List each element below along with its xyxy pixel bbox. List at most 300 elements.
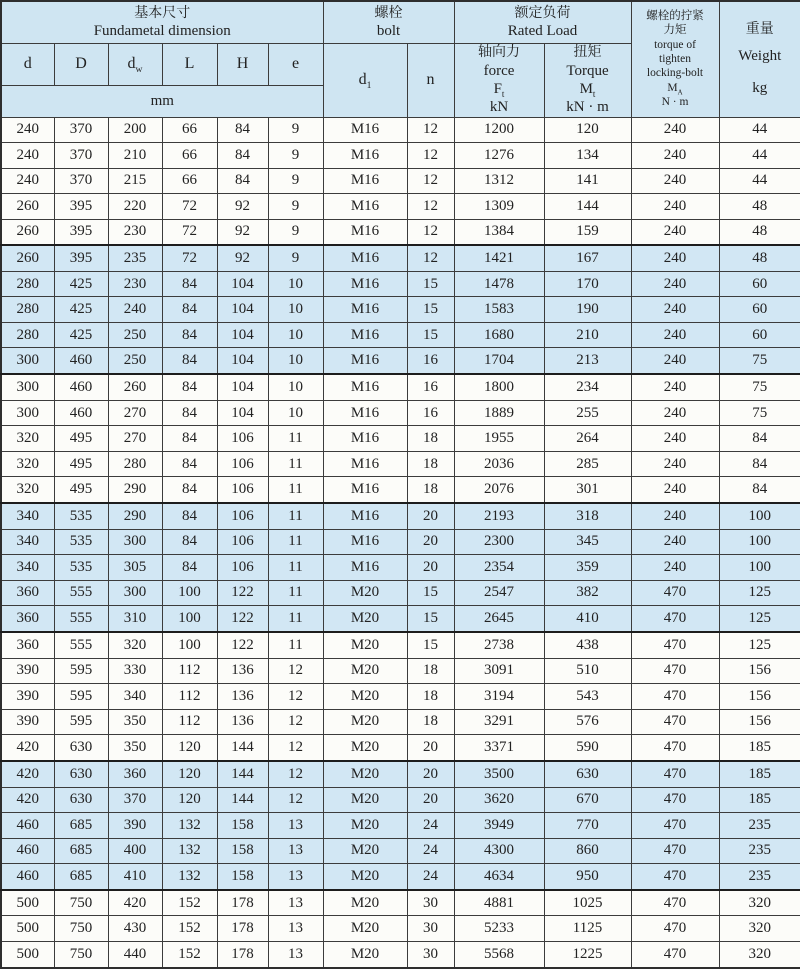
locking-torque-label-zh2: 力矩	[663, 24, 687, 37]
cell-torque: 301	[544, 477, 631, 503]
cell-e: 9	[268, 143, 323, 169]
fundamental-dimension-label-zh: 基本尺寸	[134, 5, 191, 21]
cell-e: 13	[268, 941, 323, 968]
cell-H: 136	[217, 709, 268, 735]
axial-force-label-en: force	[483, 62, 515, 79]
cell-D: 425	[54, 271, 108, 297]
cell-weight: 235	[719, 838, 800, 864]
cell-L: 100	[162, 606, 217, 632]
cell-d: 500	[1, 916, 54, 942]
cell-L: 66	[162, 168, 217, 194]
cell-n: 18	[407, 709, 454, 735]
cell-weight: 156	[719, 658, 800, 684]
cell-D: 395	[54, 219, 108, 245]
cell-force: 5233	[454, 916, 544, 942]
cell-H: 92	[217, 219, 268, 245]
table-row	[1, 580, 800, 606]
cell-H: 122	[217, 580, 268, 606]
cell-weight: 235	[719, 864, 800, 890]
axial-force-unit: kN	[489, 98, 509, 115]
cell-ma: 240	[631, 194, 719, 220]
cell-force: 1955	[454, 426, 544, 452]
cell-dw: 270	[108, 400, 162, 426]
cell-weight: 75	[719, 400, 800, 426]
cell-force: 3291	[454, 709, 544, 735]
table-row	[1, 426, 800, 452]
cell-d1: M20	[323, 606, 407, 632]
table-row	[1, 787, 800, 813]
cell-d1: M16	[323, 555, 407, 581]
table-row	[1, 168, 800, 194]
cell-weight: 84	[719, 426, 800, 452]
cell-force: 4881	[454, 890, 544, 916]
cell-D: 685	[54, 813, 108, 839]
cell-D: 535	[54, 555, 108, 581]
cell-n: 16	[407, 348, 454, 374]
cell-n: 20	[407, 761, 454, 787]
cell-H: 136	[217, 684, 268, 710]
cell-d1: M20	[323, 735, 407, 761]
col-header-D: D	[54, 43, 108, 85]
cell-ma: 240	[631, 555, 719, 581]
cell-ma: 240	[631, 297, 719, 323]
cell-D: 425	[54, 297, 108, 323]
cell-dw: 200	[108, 117, 162, 143]
cell-n: 12	[407, 245, 454, 271]
cell-ma: 470	[631, 632, 719, 658]
locking-torque-symbol: $M_A$	[667, 81, 683, 97]
table-row	[1, 117, 800, 143]
col-header-n: n	[407, 43, 454, 117]
cell-weight: 48	[719, 245, 800, 271]
table-row	[1, 709, 800, 735]
cell-e: 11	[268, 632, 323, 658]
cell-d1: M20	[323, 941, 407, 968]
cell-force: 2036	[454, 451, 544, 477]
cell-ma: 470	[631, 606, 719, 632]
cell-e: 11	[268, 529, 323, 555]
cell-n: 12	[407, 143, 454, 169]
cell-n: 15	[407, 606, 454, 632]
cell-n: 20	[407, 735, 454, 761]
cell-dw: 235	[108, 245, 162, 271]
cell-dw: 290	[108, 477, 162, 503]
bolt-label-zh: 螺栓	[374, 5, 403, 21]
cell-H: 104	[217, 322, 268, 348]
cell-ma: 240	[631, 400, 719, 426]
locking-torque-label-en2: tighten	[659, 53, 691, 66]
cell-D: 595	[54, 684, 108, 710]
cell-weight: 75	[719, 348, 800, 374]
cell-d1: M16	[323, 245, 407, 271]
cell-H: 104	[217, 374, 268, 400]
cell-n: 15	[407, 580, 454, 606]
table-row	[1, 348, 800, 374]
cell-H: 122	[217, 606, 268, 632]
cell-H: 106	[217, 477, 268, 503]
table-row	[1, 684, 800, 710]
cell-e: 13	[268, 890, 323, 916]
cell-force: 2645	[454, 606, 544, 632]
cell-ma: 470	[631, 941, 719, 968]
cell-torque: 543	[544, 684, 631, 710]
cell-weight: 156	[719, 684, 800, 710]
cell-dw: 410	[108, 864, 162, 890]
table-row	[1, 245, 800, 271]
cell-d1: M16	[323, 503, 407, 529]
cell-torque: 860	[544, 838, 631, 864]
cell-torque: 255	[544, 400, 631, 426]
cell-dw: 430	[108, 916, 162, 942]
cell-e: 12	[268, 684, 323, 710]
cell-torque: 190	[544, 297, 631, 323]
cell-d: 390	[1, 684, 54, 710]
cell-d: 240	[1, 168, 54, 194]
cell-force: 3371	[454, 735, 544, 761]
header-weight	[719, 1, 800, 117]
cell-D: 555	[54, 632, 108, 658]
cell-ma: 470	[631, 864, 719, 890]
cell-L: 112	[162, 684, 217, 710]
axial-force-symbol: $F_t$	[493, 80, 505, 99]
cell-force: 3620	[454, 787, 544, 813]
cell-d: 360	[1, 632, 54, 658]
cell-dw: 230	[108, 271, 162, 297]
cell-ma: 470	[631, 580, 719, 606]
cell-d1: M20	[323, 916, 407, 942]
cell-ma: 240	[631, 503, 719, 529]
table-row	[1, 658, 800, 684]
cell-H: 106	[217, 503, 268, 529]
cell-H: 122	[217, 632, 268, 658]
locking-torque-label-en3: locking-bolt	[646, 67, 704, 80]
cell-n: 18	[407, 451, 454, 477]
cell-D: 750	[54, 890, 108, 916]
cell-L: 152	[162, 890, 217, 916]
cell-weight: 156	[719, 709, 800, 735]
cell-weight: 235	[719, 813, 800, 839]
col-header-axial-force	[454, 43, 544, 117]
table-body	[1, 117, 800, 968]
cell-e: 9	[268, 168, 323, 194]
cell-D: 370	[54, 168, 108, 194]
cell-D: 630	[54, 787, 108, 813]
cell-d1: M16	[323, 400, 407, 426]
cell-H: 84	[217, 143, 268, 169]
cell-d: 300	[1, 400, 54, 426]
col-header-torque	[544, 43, 631, 117]
cell-torque: 345	[544, 529, 631, 555]
cell-dw: 220	[108, 194, 162, 220]
cell-L: 152	[162, 941, 217, 968]
cell-n: 12	[407, 168, 454, 194]
cell-d: 340	[1, 555, 54, 581]
cell-d: 360	[1, 580, 54, 606]
cell-ma: 240	[631, 219, 719, 245]
cell-torque: 144	[544, 194, 631, 220]
cell-d1: M16	[323, 117, 407, 143]
cell-d: 460	[1, 864, 54, 890]
col-header-L: L	[162, 43, 217, 85]
unit-mm-header: mm	[1, 85, 323, 117]
table-row	[1, 374, 800, 400]
cell-ma: 240	[631, 374, 719, 400]
cell-force: 1421	[454, 245, 544, 271]
locking-torque-unit: N · m	[661, 96, 689, 109]
cell-n: 15	[407, 297, 454, 323]
cell-H: 92	[217, 194, 268, 220]
table-row	[1, 400, 800, 426]
cell-H: 106	[217, 555, 268, 581]
cell-dw: 290	[108, 503, 162, 529]
cell-d1: M20	[323, 890, 407, 916]
cell-torque: 590	[544, 735, 631, 761]
axial-force-label-zh: 轴向力	[478, 45, 521, 61]
cell-D: 425	[54, 322, 108, 348]
cell-L: 84	[162, 426, 217, 452]
cell-e: 10	[268, 322, 323, 348]
cell-d1: M20	[323, 658, 407, 684]
cell-dw: 260	[108, 374, 162, 400]
cell-weight: 320	[719, 916, 800, 942]
cell-weight: 320	[719, 941, 800, 968]
cell-force: 1312	[454, 168, 544, 194]
cell-d1: M20	[323, 761, 407, 787]
cell-D: 595	[54, 709, 108, 735]
cell-e: 13	[268, 916, 323, 942]
cell-L: 72	[162, 219, 217, 245]
cell-dw: 320	[108, 632, 162, 658]
cell-H: 144	[217, 735, 268, 761]
cell-e: 12	[268, 709, 323, 735]
cell-d: 340	[1, 503, 54, 529]
col-header-e: e	[268, 43, 323, 85]
cell-L: 100	[162, 580, 217, 606]
cell-dw: 240	[108, 297, 162, 323]
cell-weight: 60	[719, 271, 800, 297]
cell-force: 1680	[454, 322, 544, 348]
cell-ma: 240	[631, 271, 719, 297]
cell-H: 158	[217, 838, 268, 864]
header-bolt	[323, 1, 454, 43]
cell-e: 12	[268, 658, 323, 684]
locking-torque-label-en1: torque of	[654, 38, 696, 51]
table-row	[1, 761, 800, 787]
cell-force: 2547	[454, 580, 544, 606]
table-row	[1, 271, 800, 297]
table-row	[1, 503, 800, 529]
cell-d: 320	[1, 451, 54, 477]
cell-ma: 470	[631, 890, 719, 916]
cell-force: 1704	[454, 348, 544, 374]
cell-torque: 438	[544, 632, 631, 658]
cell-weight: 60	[719, 322, 800, 348]
cell-weight: 100	[719, 503, 800, 529]
cell-force: 2300	[454, 529, 544, 555]
cell-d1: M16	[323, 374, 407, 400]
cell-L: 132	[162, 838, 217, 864]
cell-H: 84	[217, 117, 268, 143]
cell-d: 260	[1, 194, 54, 220]
cell-d1: M20	[323, 838, 407, 864]
cell-d1: M20	[323, 580, 407, 606]
cell-dw: 270	[108, 426, 162, 452]
cell-e: 11	[268, 451, 323, 477]
cell-D: 750	[54, 916, 108, 942]
cell-e: 11	[268, 477, 323, 503]
cell-torque: 670	[544, 787, 631, 813]
cell-d: 280	[1, 297, 54, 323]
table-row	[1, 941, 800, 968]
cell-D: 535	[54, 529, 108, 555]
cell-torque: 950	[544, 864, 631, 890]
cell-weight: 75	[719, 374, 800, 400]
cell-d1: M20	[323, 684, 407, 710]
cell-weight: 125	[719, 580, 800, 606]
cell-d1: M16	[323, 426, 407, 452]
cell-d1: M16	[323, 271, 407, 297]
cell-n: 30	[407, 890, 454, 916]
cell-torque: 359	[544, 555, 631, 581]
cell-e: 9	[268, 219, 323, 245]
cell-D: 460	[54, 348, 108, 374]
cell-torque: 770	[544, 813, 631, 839]
cell-H: 104	[217, 271, 268, 297]
cell-H: 158	[217, 813, 268, 839]
cell-force: 1200	[454, 117, 544, 143]
cell-dw: 390	[108, 813, 162, 839]
cell-force: 1889	[454, 400, 544, 426]
cell-ma: 240	[631, 117, 719, 143]
cell-ma: 240	[631, 426, 719, 452]
cell-D: 535	[54, 503, 108, 529]
cell-L: 66	[162, 117, 217, 143]
cell-D: 685	[54, 864, 108, 890]
cell-n: 15	[407, 322, 454, 348]
cell-force: 2193	[454, 503, 544, 529]
cell-ma: 240	[631, 529, 719, 555]
cell-n: 12	[407, 117, 454, 143]
cell-D: 685	[54, 838, 108, 864]
cell-D: 395	[54, 194, 108, 220]
cell-e: 10	[268, 374, 323, 400]
cell-weight: 44	[719, 168, 800, 194]
cell-e: 11	[268, 555, 323, 581]
cell-torque: 318	[544, 503, 631, 529]
cell-n: 18	[407, 426, 454, 452]
cell-L: 112	[162, 709, 217, 735]
cell-dw: 250	[108, 322, 162, 348]
table-row	[1, 632, 800, 658]
rated-load-label-zh: 额定负荷	[514, 5, 571, 21]
cell-d: 420	[1, 787, 54, 813]
cell-dw: 280	[108, 451, 162, 477]
cell-d1: M16	[323, 348, 407, 374]
torque-symbol: $M_t$	[579, 80, 596, 99]
cell-d: 320	[1, 477, 54, 503]
cell-d: 390	[1, 658, 54, 684]
cell-D: 630	[54, 761, 108, 787]
cell-D: 750	[54, 941, 108, 968]
cell-force: 1384	[454, 219, 544, 245]
cell-d: 420	[1, 761, 54, 787]
cell-D: 495	[54, 426, 108, 452]
cell-H: 106	[217, 426, 268, 452]
cell-weight: 84	[719, 477, 800, 503]
cell-e: 9	[268, 245, 323, 271]
cell-dw: 310	[108, 606, 162, 632]
cell-d: 260	[1, 219, 54, 245]
cell-dw: 300	[108, 529, 162, 555]
cell-dw: 215	[108, 168, 162, 194]
cell-D: 395	[54, 245, 108, 271]
cell-torque: 1225	[544, 941, 631, 968]
weight-label-zh: 重量	[745, 21, 774, 37]
cell-L: 72	[162, 194, 217, 220]
cell-n: 18	[407, 658, 454, 684]
cell-D: 555	[54, 606, 108, 632]
cell-n: 24	[407, 838, 454, 864]
cell-d: 280	[1, 271, 54, 297]
cell-d1: M16	[323, 297, 407, 323]
cell-weight: 44	[719, 143, 800, 169]
table-row	[1, 219, 800, 245]
cell-ma: 240	[631, 168, 719, 194]
table-row	[1, 322, 800, 348]
cell-torque: 159	[544, 219, 631, 245]
cell-e: 10	[268, 348, 323, 374]
cell-weight: 320	[719, 890, 800, 916]
cell-L: 84	[162, 451, 217, 477]
cell-d: 300	[1, 374, 54, 400]
cell-torque: 210	[544, 322, 631, 348]
cell-n: 24	[407, 864, 454, 890]
cell-torque: 234	[544, 374, 631, 400]
table-row	[1, 297, 800, 323]
cell-ma: 240	[631, 322, 719, 348]
cell-force: 3194	[454, 684, 544, 710]
table-row	[1, 864, 800, 890]
cell-d1: M20	[323, 787, 407, 813]
cell-torque: 167	[544, 245, 631, 271]
table-row	[1, 916, 800, 942]
cell-H: 178	[217, 941, 268, 968]
cell-n: 15	[407, 632, 454, 658]
cell-e: 11	[268, 426, 323, 452]
cell-L: 84	[162, 529, 217, 555]
cell-H: 106	[217, 529, 268, 555]
locking-torque-label-zh1: 螺栓的拧紧	[646, 9, 704, 22]
cell-torque: 1125	[544, 916, 631, 942]
cell-ma: 470	[631, 787, 719, 813]
cell-torque: 630	[544, 761, 631, 787]
cell-d: 340	[1, 529, 54, 555]
cell-torque: 410	[544, 606, 631, 632]
cell-n: 15	[407, 271, 454, 297]
cell-L: 120	[162, 761, 217, 787]
table-row	[1, 451, 800, 477]
cell-weight: 60	[719, 297, 800, 323]
cell-L: 100	[162, 632, 217, 658]
cell-D: 595	[54, 658, 108, 684]
cell-d1: M16	[323, 194, 407, 220]
cell-d1: M16	[323, 322, 407, 348]
cell-weight: 185	[719, 735, 800, 761]
cell-dw: 350	[108, 709, 162, 735]
cell-dw: 250	[108, 348, 162, 374]
weight-label-en: Weight	[738, 47, 782, 64]
cell-dw: 305	[108, 555, 162, 581]
